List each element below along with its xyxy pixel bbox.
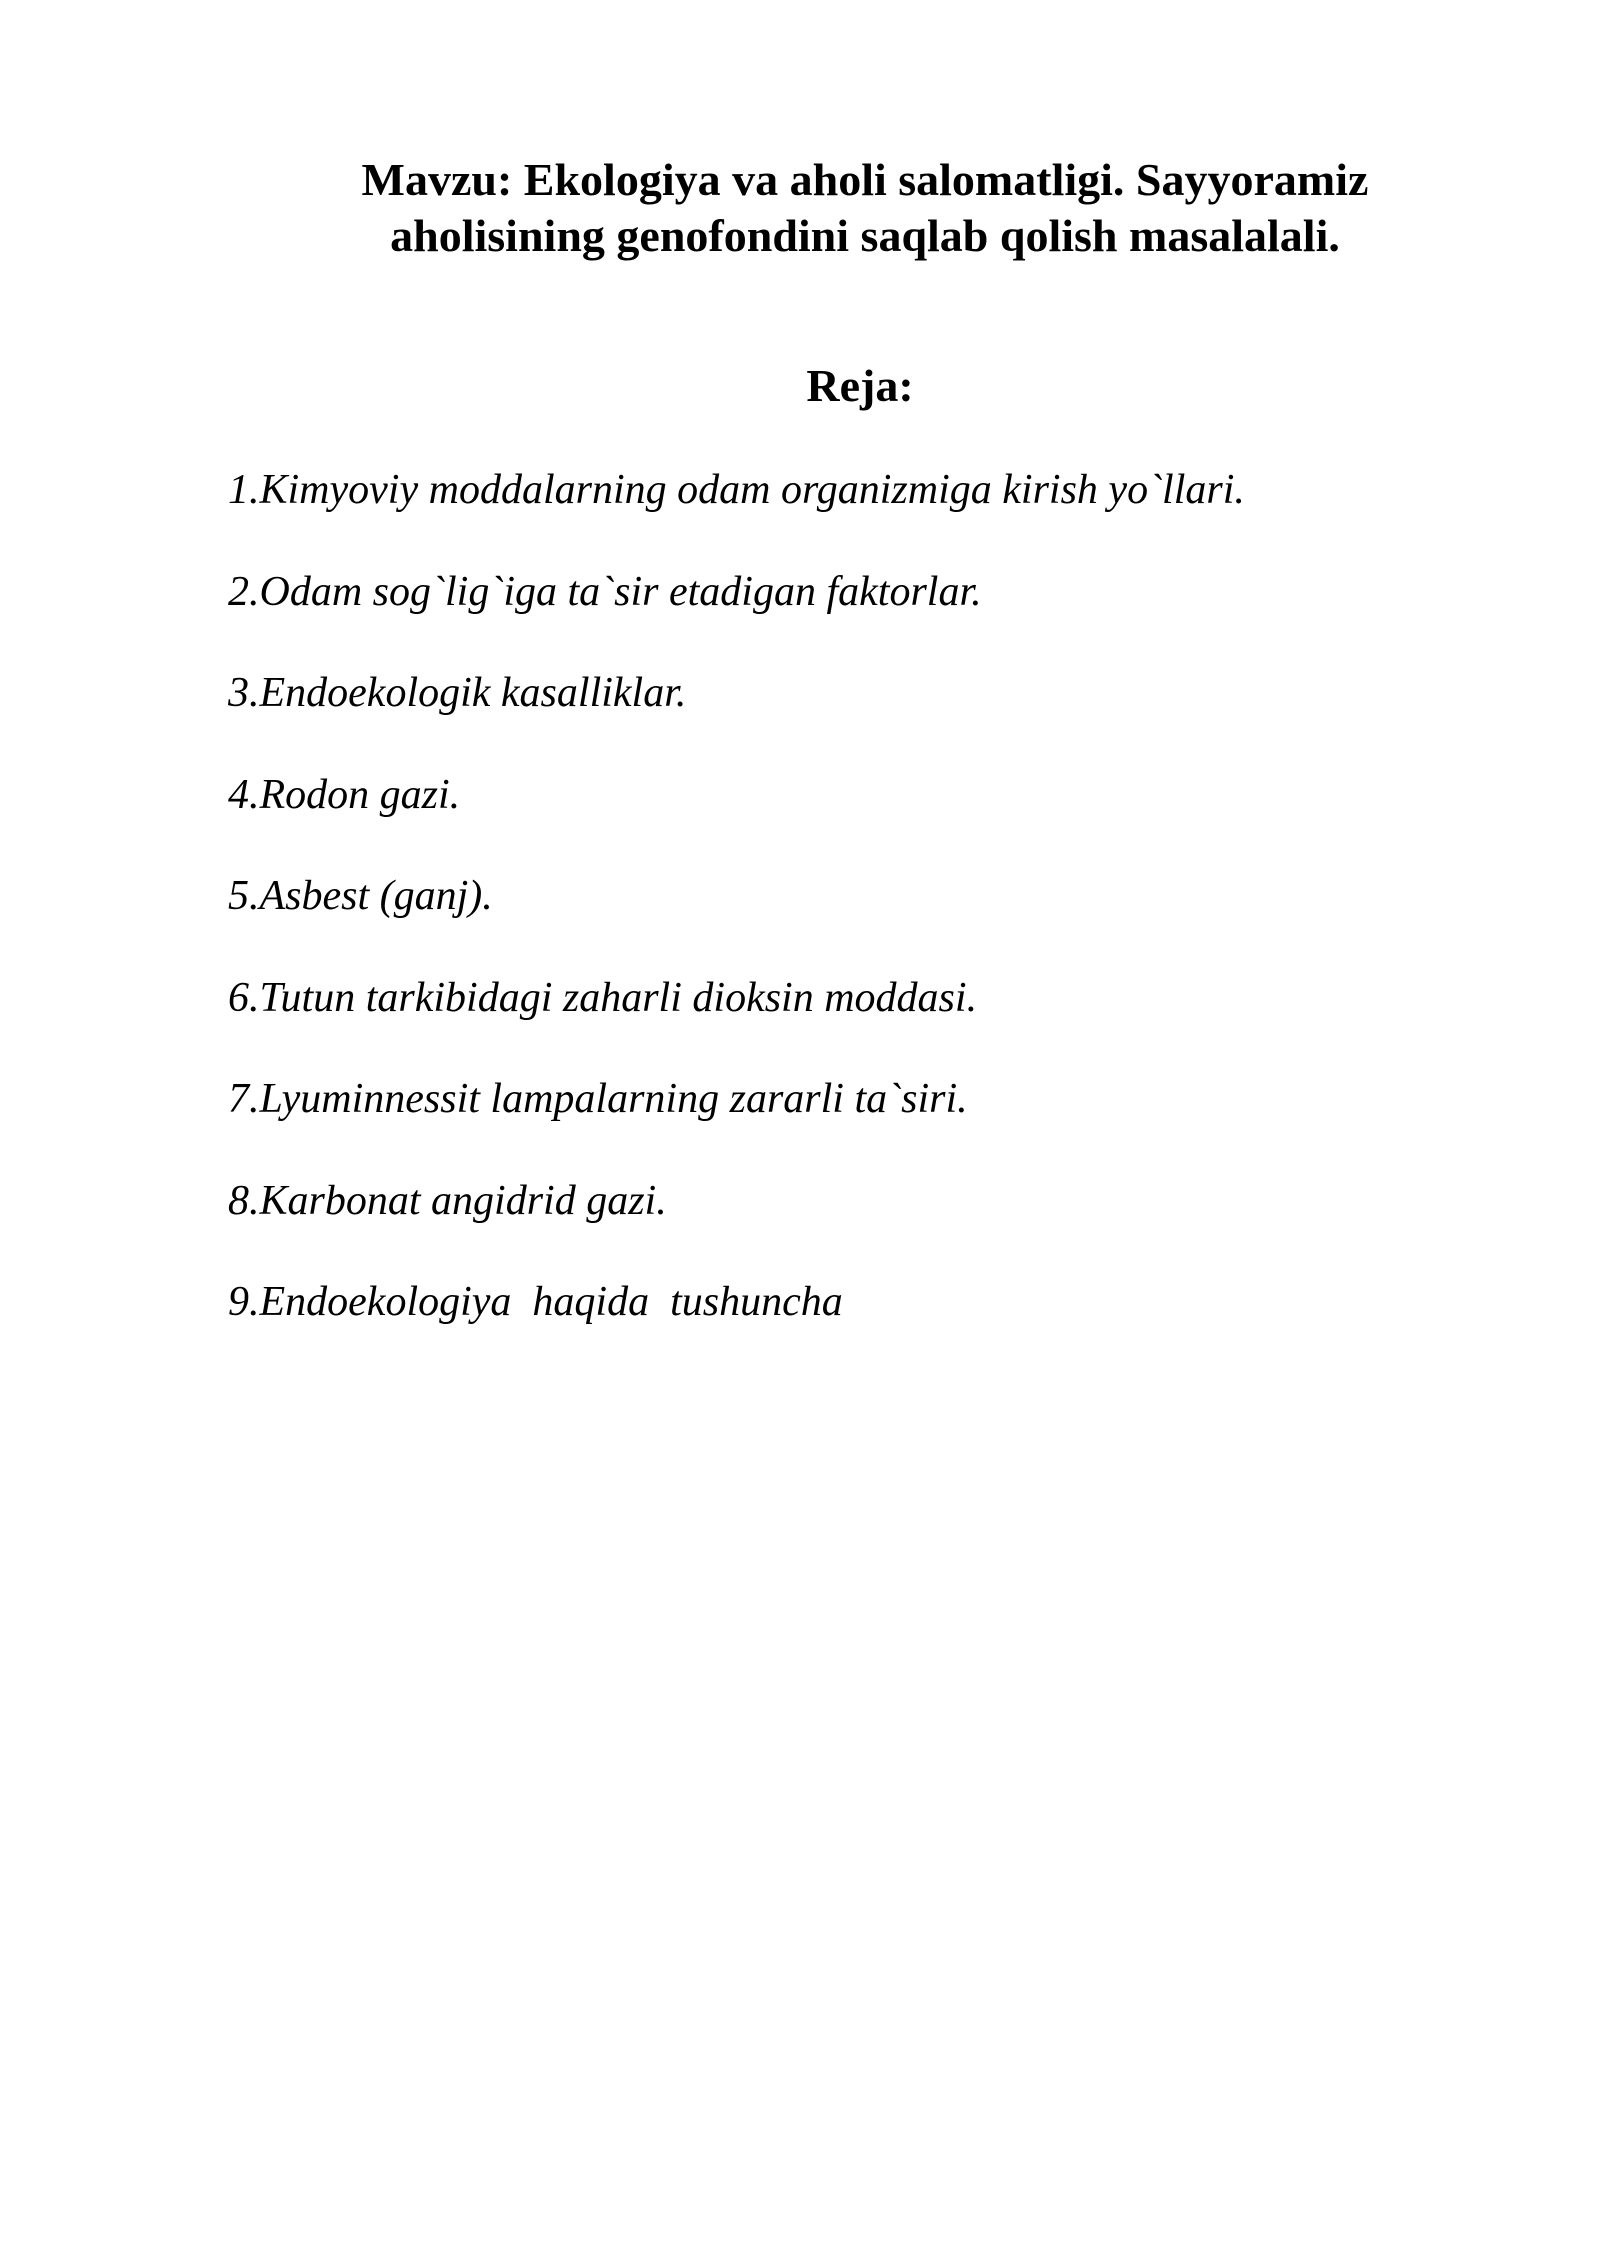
plan-item-3: 3.Endoekologik kasalliklar. <box>228 670 687 716</box>
plan-item-4: 4.Rodon gazi. <box>228 771 461 818</box>
document-title-line-2: aholisining genofondini saqlab qolish masalalali. <box>390 210 1340 261</box>
plan-item-9: 9.Endoekologiya haqida tushuncha <box>228 1279 843 1325</box>
plan-item-1: 1.Kimyoviy moddalarning odam organizmiga kirish yo`llari. <box>228 467 1245 513</box>
plan-item-2: 2.Odam sog`lig`iga ta`sir etadigan faktorlar. <box>228 568 982 615</box>
plan-item-5: 5.Asbest (ganj). <box>228 873 493 919</box>
document-title <box>300 152 1430 264</box>
plan-list <box>228 465 1245 1379</box>
plan-item-7: 7.Lyuminnessit lampalarning zararli ta`siri. <box>228 1076 968 1122</box>
plan-heading: Reja: <box>806 360 914 411</box>
plan-item-6: 6.Tutun tarkibidagi zaharli dioksin moddasi. <box>228 974 978 1021</box>
plan-item-8: 8.Karbonat angidrid gazi. <box>228 1177 667 1224</box>
document-title-line-1: Mavzu: Ekologiya va aholi salomatligi. Sayyoramiz <box>361 154 1369 205</box>
